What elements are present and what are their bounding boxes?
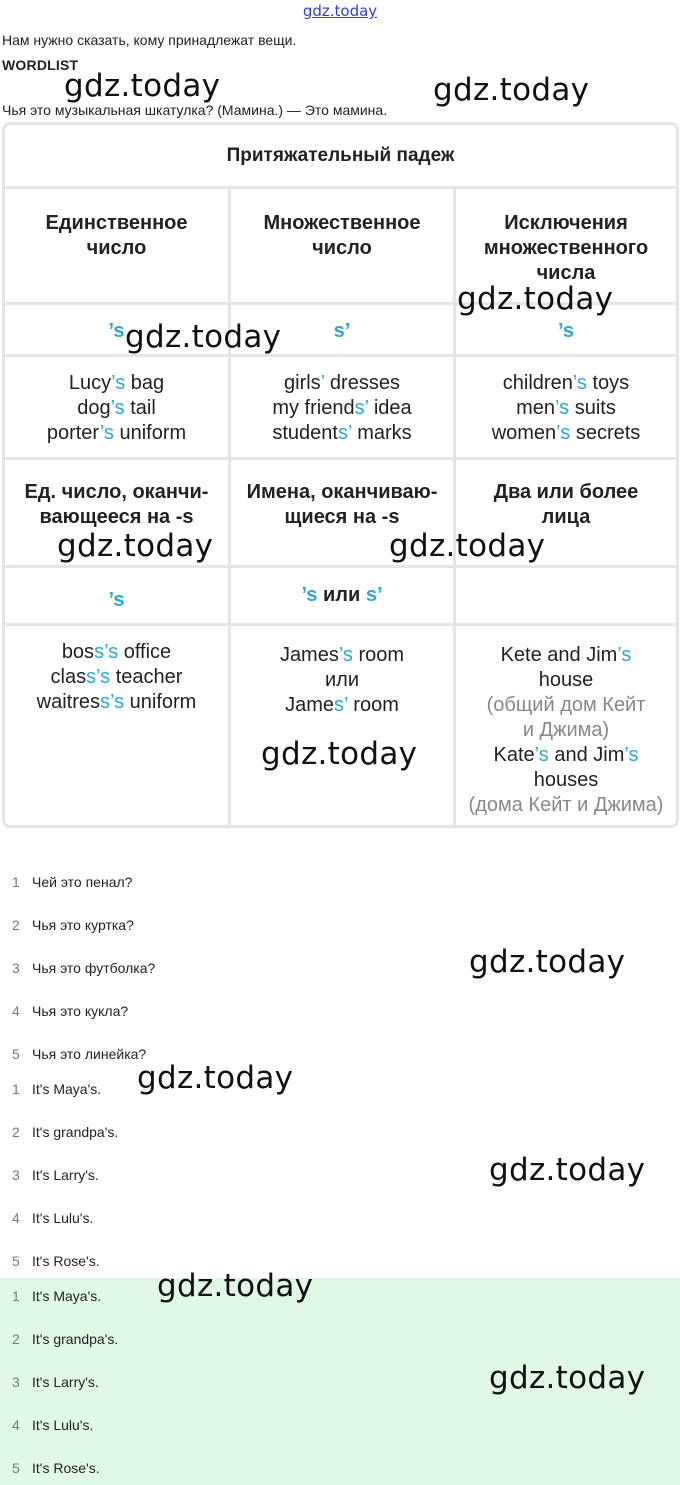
list-item: 3 Чья это футболка? <box>12 960 156 976</box>
ending-singular: ’s <box>108 320 125 342</box>
table-title: Притяжательный падеж <box>226 145 455 166</box>
wordlist-heading: WORDLIST <box>2 57 79 73</box>
list-item: 5 It's Rose's. <box>12 1253 100 1269</box>
watermark: gdz.today <box>433 72 590 108</box>
examples-two-persons: Kete and Jim’s house (общий дом Кейт и Джима) Kate’s and Jim’s houses (дома Кейт и Джима) <box>468 644 664 816</box>
watermark: gdz.today <box>64 68 221 104</box>
ending-names-s: ’s или s’ <box>301 584 383 606</box>
ending-plural: s’ <box>333 320 351 342</box>
watermark: gdz.today <box>489 1360 646 1396</box>
list-item: 4 Чья это кукла? <box>12 1003 129 1019</box>
header-plural: Множественное число <box>263 212 421 259</box>
header-names-s: Имена, оканчиваю- щиеся на -s <box>246 481 438 528</box>
ending-singular-s: ’s <box>108 589 125 611</box>
watermark: gdz.today <box>125 319 282 355</box>
list-item: 5 It's Rose's. <box>12 1460 100 1476</box>
list-item: 4 It's Lulu's. <box>12 1417 94 1433</box>
header-exceptions: Исключения множественного числа <box>483 212 649 284</box>
list-item: 5 Чья это линейка? <box>12 1046 147 1062</box>
example-text: Чья это музыкальная шкатулка? (Мамина.) — Это мамина. <box>2 102 388 118</box>
watermark: gdz.today <box>157 1268 314 1304</box>
watermark: gdz.today <box>57 528 214 564</box>
site-link[interactable]: gdz.today <box>302 2 378 20</box>
list-item: 1 Чей это пенал? <box>12 874 133 890</box>
list-item: 2 It's grandpa's. <box>12 1331 119 1347</box>
examples-plural: girls’ dresses my friends’ idea students’ marks <box>272 372 412 444</box>
watermark: gdz.today <box>489 1152 646 1188</box>
list-item: 1 It's Maya's. <box>12 1081 102 1097</box>
examples-exceptions: children’s toys men’s suits women’s secrets <box>491 372 641 444</box>
examples-names-s: James’s room или James’ room <box>279 644 405 716</box>
examples-singular-s: boss’s office class’s teacher waitress’s uniform <box>36 641 197 713</box>
ending-exceptions: ’s <box>558 320 574 342</box>
intro-text: Нам нужно сказать, кому принадлежат вещи. <box>2 32 297 48</box>
examples-singular: Lucy’s bag dog’s tail porter’s uniform <box>46 372 187 444</box>
header-two-persons: Два или более лица <box>493 481 639 528</box>
watermark: gdz.today <box>137 1060 294 1096</box>
watermark: gdz.today <box>469 944 626 980</box>
list-item: 2 Чья это куртка? <box>12 917 134 933</box>
header-singular-s: Ед. число, оканчи- вающееся на -s <box>24 481 209 528</box>
header-singular: Единственное число <box>45 212 188 259</box>
list-item: 3 It's Larry's. <box>12 1374 99 1390</box>
watermark: gdz.today <box>389 528 546 564</box>
watermark: gdz.today <box>261 736 418 772</box>
list-item: 3 It's Larry's. <box>12 1167 99 1183</box>
list-item: 2 It's grandpa's. <box>12 1124 119 1140</box>
watermark: gdz.today <box>457 281 614 317</box>
list-item: 4 It's Lulu's. <box>12 1210 94 1226</box>
list-item: 1 It's Maya's. <box>12 1288 102 1304</box>
possessive-case-table <box>2 122 679 828</box>
